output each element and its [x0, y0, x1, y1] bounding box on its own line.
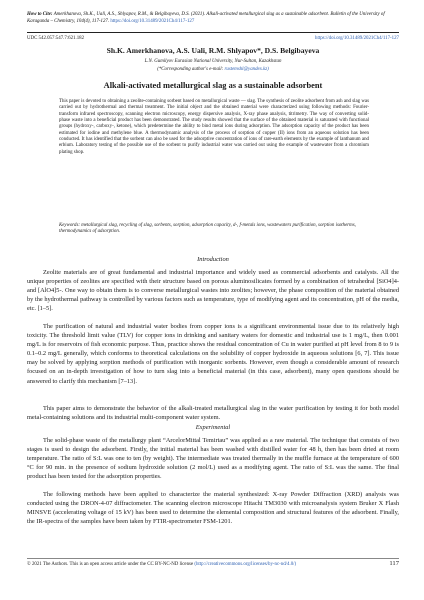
- udc-row: [27, 36, 399, 44]
- license-footer: [27, 562, 399, 567]
- corresponding-author: [27, 67, 399, 72]
- license-link[interactable]: (http://creativecommons.org/licenses/by-nc-nd/4.0/): [194, 562, 297, 567]
- page-number: 117: [389, 560, 399, 567]
- how-to-cite: [27, 12, 399, 25]
- affiliation: L.N. Gumilyov Eurasian National University, Nur-Sultan, Kazakhstan: [144, 59, 282, 64]
- header-divider: [27, 32, 399, 33]
- doi-link[interactable]: https://doi.org/10.31489/2021Ch4/117-127: [315, 36, 399, 41]
- paper-title: Alkali-activated metallurgical slag as a sustainable adsorbent: [103, 81, 323, 90]
- paragraph-exp-2: The following methods have been applied to characterize the material synthesized: X-ray Powder Diffraction (XRD) analysis was conducted using the DRON-4-07 diffractometer. The scanning electron microscope Hitachi TM3030 with microanalysis system Bruker X Flash MINSVE (accelerating voltage of 15 kV) has been used to determine the elemental composition and structural features of the adsorbent. Finally, the IR-spectra of the samples have been taken by FTIR-spectrometer FSM-1201.: [27, 491, 399, 526]
- paper-page: [27, 0, 399, 600]
- section-heading-introduction: Introduction: [197, 256, 229, 263]
- corresponding-email[interactable]: rustemshl@yandex.kz): [224, 67, 269, 72]
- cite-journal: Bulletin of the University of Karaganda – Chemistry, 104(4), 117-127.: [27, 12, 385, 24]
- license-text: © 2021 The Authors. This is an open access article under the CC BY-NC-ND license: [27, 562, 194, 567]
- paragraph-intro-2: The purification of natural and industrial water bodies from copper ions is a significant environmental issue due to its relatively high toxicity. The threshold limit value (TLV) for copper ions in drinking and sanitary waters for domestic and industrial use is 1 mg/L, then 0.001 mg/L is for reservoirs of fish economic purpose. Thus, practice shows the residual concentration of Cu in water purified at pH level from 8 to 9 is 0.1–0.2 mg/L generally, which conforms to theoretical calculations on the solubility of copper hydroxide in aqueous solutions [6, 7]. This issue may be solved by applying sorption methods of purification with inorganic sorbents. However, even though a considerable amount of research focused on an in-depth investigation of how to turn slag into a beneficial material (in this case, adsorbent), many open questions should be answered to clarify this mechanism [7–13].: [27, 323, 399, 385]
- abstract: This paper is devoted to obtaining a zeolite-containing sorbent based on metallurgical waste — slag. The synthesis of zeolite adsorbent from ash and slag was carried out by hydrothermal and thermal treatment. The initial object and the obtained material were characterized using following methods: Fourier-transform infrared spectroscopy, scanning electron microscopy, energy dispersive analysis, X-ray phase analysis, titrimetry. The way of converting solid-phase waste into a beneficial product has been demonstrated. The study results showed that the surface of the obtained material is saturated with functional groups (hydroxy-, carboxy-, ketone), which predetermine the ability to bind metal ions during adsorption. The adsorption capacity of the product has been estimated for iodine and methylene blue. A thermodynamic analysis of the process of sorption of copper (II) ions from an aqueous solution has been conducted. It has identified that the sorbent can also be used for the adsorptive concentration of ions of rare-earth elements by the example of lanthanum and erbium. Laboratory testing of the possible use of the sorbent to purify industrial water was carried out using the example of wastewater from a chromium plating shop.: [59, 99, 369, 155]
- cite-text: Amerkhanova, Sh.K., Uali, A.S., Shlyapov, R.M., & Belgibayeva, D.S. (2021). Alkali-activated metallurgical slag as a sustainable adsorbent.: [53, 12, 330, 17]
- paragraph-exp-1: The solid-phase waste of the metallurgy plant “ArcelorMittal Temirtau” was applied as a raw material. The technique that consists of two stages is used to design the adsorbent. Firstly, the initial material has been washed with distilled water for 48 h, then has been dried at room temperature. The ratio of S:L was one to ten (by weight). The intermediate was treated thermally in the muffle furnace at the temperature of 600 °C for 90 min. in the presence of sodium hydroxide solution (2 mol/L) used as a modifying agent. The ratio of S:L was the same. The final product has been tested for the adsorption properties.: [27, 437, 399, 481]
- section-heading-experimental: Experimental: [195, 424, 231, 431]
- cite-doi-link[interactable]: https://doi.org/10.31489/2021Ch4/117-127: [110, 18, 195, 24]
- keywords: Keywords: metallurgical slag, recycling of slag, sorbents, sorption, adsorption capacity, d-, f-metals ions, wastewaters purification, sorption isotherms, thermodynamics of adsorption.: [59, 223, 356, 235]
- udc-code: UDC 542.057:547.7:621.182: [27, 36, 85, 41]
- paragraph-intro-1: Zeolite materials are of great fundamental and industrial importance and widely used as commercial adsorbents and catalysts. All the unique properties of zeolites are specified with their structure based on porous aluminosilicates formed by a combination of tetrahedral [SiO4]4- and [AlO4]5-. One way to obtain them is to converse metallurgical wastes into zeolites; however, the phase composition of the material obtained by the hydrothermal pathway is controlled by various factors such as temperature, type of modifying agent and its concentration, pH of the media, etc. [1–5].: [27, 269, 399, 313]
- corresponding-label: (*Corresponding author's e-mail:: [157, 67, 224, 72]
- authors: Sh.K. Amerkhanova, A.S. Uali, R.M. Shlyapov*, D.S. Belgibayeva: [106, 46, 320, 55]
- footer-divider: [27, 558, 399, 559]
- paragraph-intro-3: This paper aims to demonstrate the behavior of the alkali-treated metallurgical slag in the water purification by testing it for both model metal-containing solutions and its industrial multi-component water system.: [27, 405, 399, 422]
- cite-label: How to Cite:: [27, 12, 53, 17]
